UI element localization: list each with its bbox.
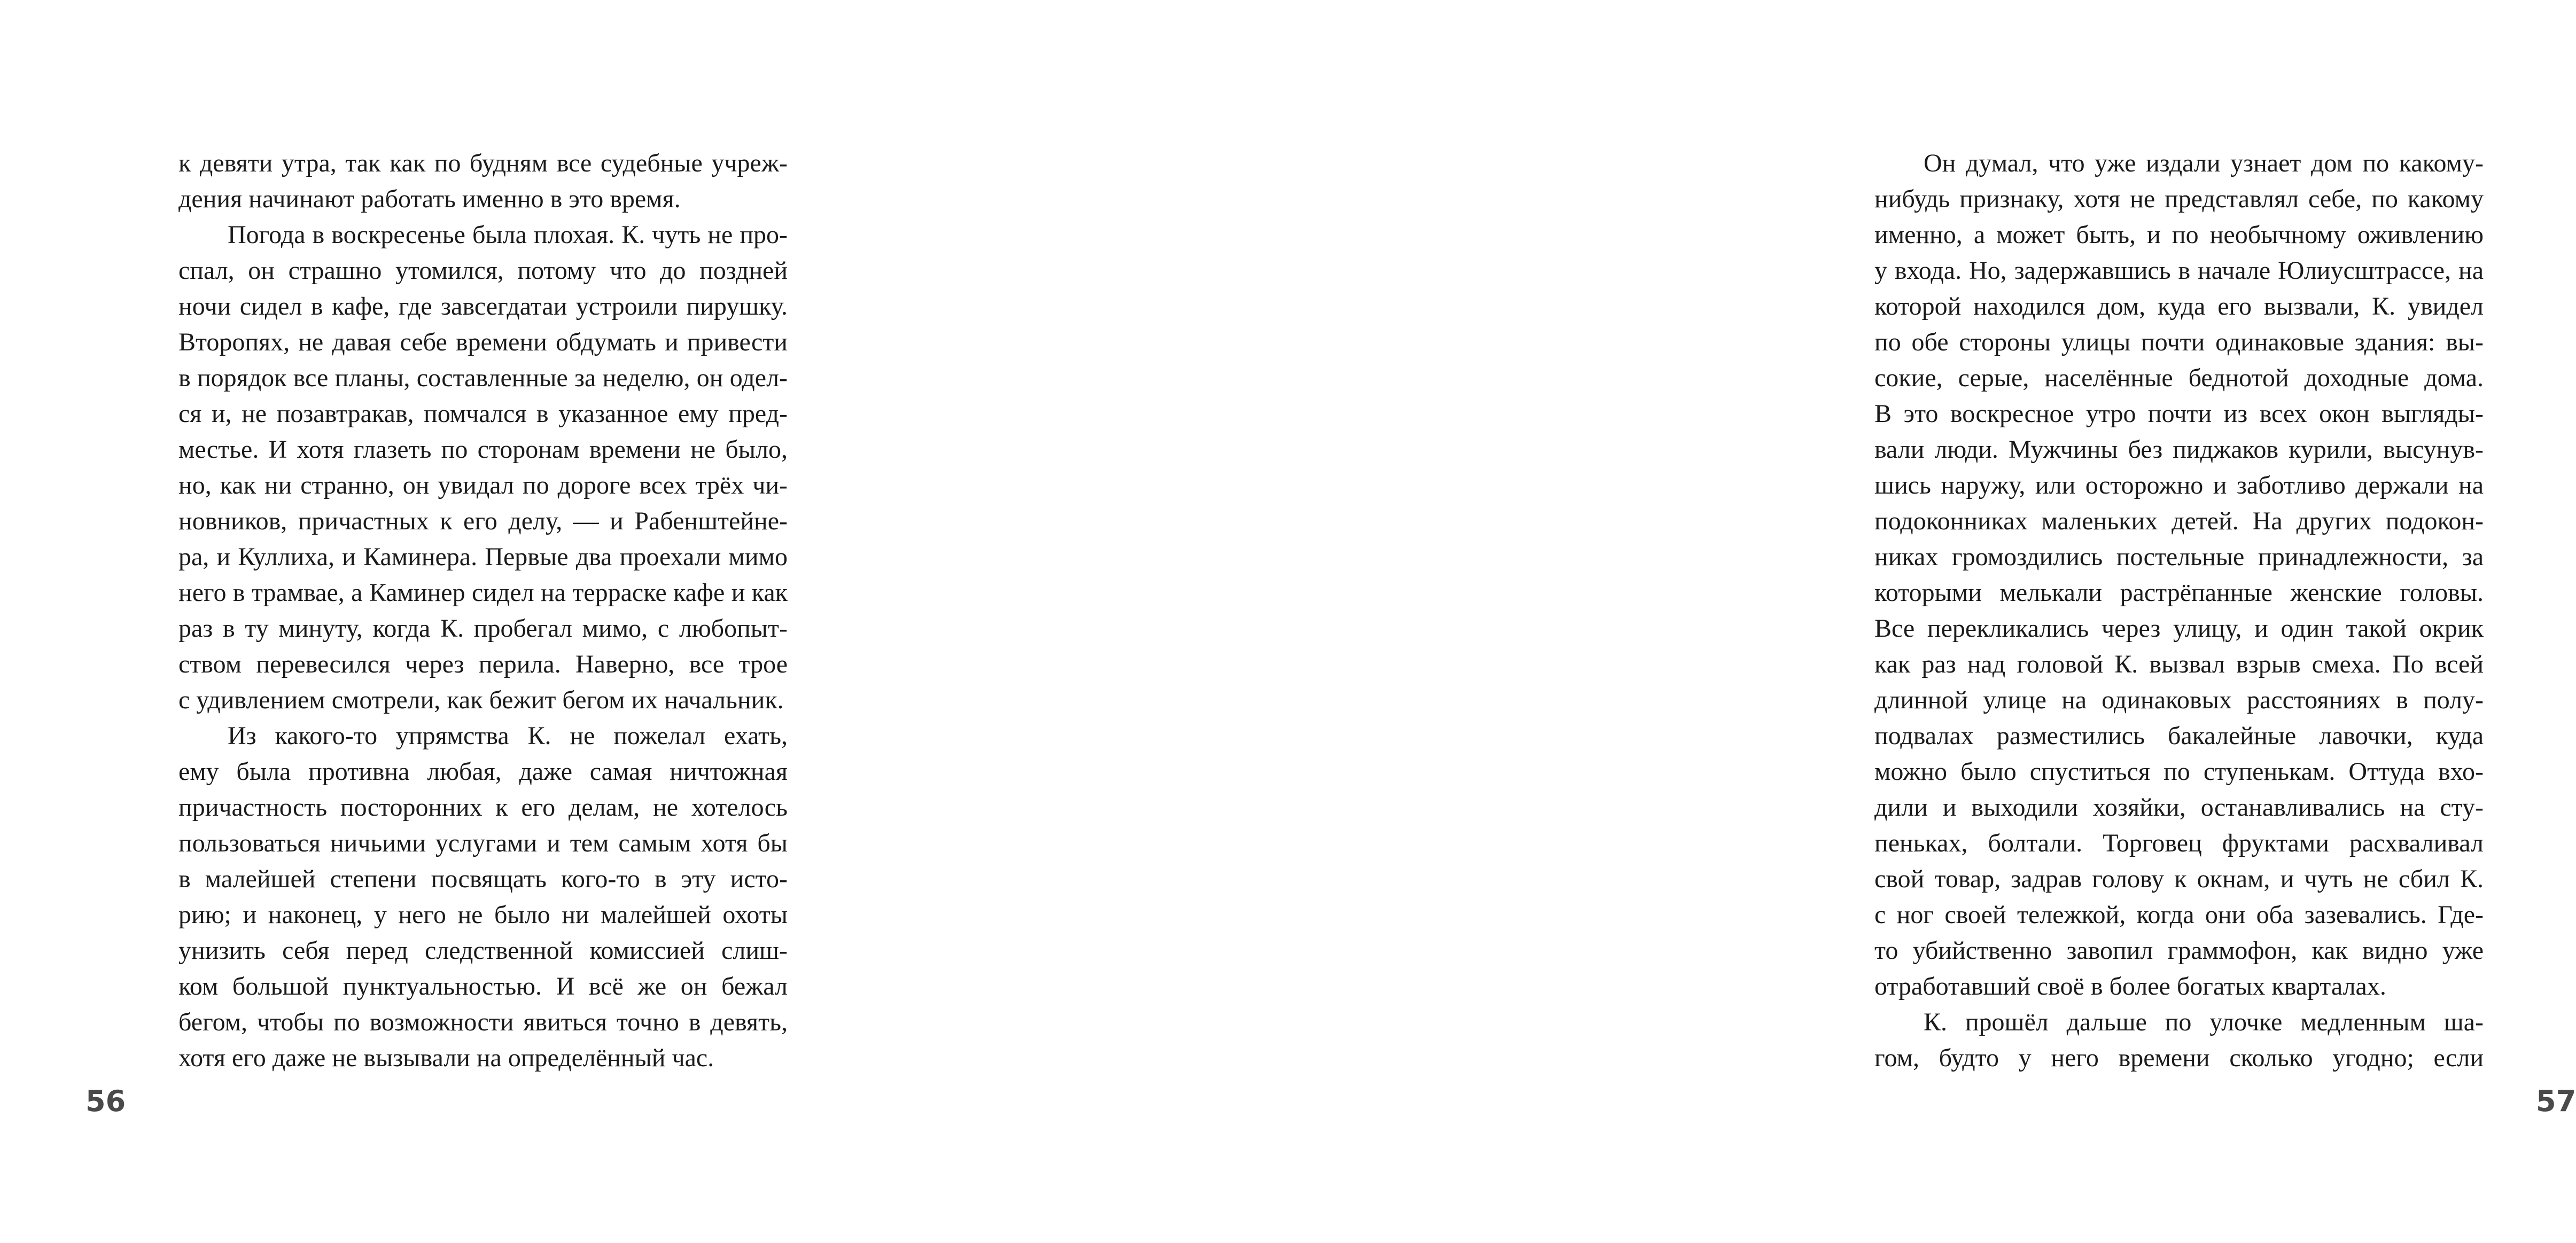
text-line: в малейшей степени посвящать кого-то в эту исто- — [178, 865, 788, 893]
text-line: длинной улице на одинаковых расстояниях в полу- — [1874, 686, 2484, 714]
text-line: новников, причастных к его делу, — и Рабенштейне- — [178, 507, 788, 535]
text-line: Погода в воскресенье была плохая. К. чуть не про- — [228, 221, 788, 249]
text-line: Второпях, не давая себе времени обдумать и привести — [178, 328, 788, 356]
text-line: ему была противна любая, даже самая ничтожная — [178, 757, 788, 786]
right-page — [884, 0, 2576, 1243]
text-line: К. прошёл дальше по улочке медленным ша- — [1924, 1008, 2484, 1036]
text-line: Все перекликались через улицу, и один такой окрик — [1874, 614, 2484, 643]
text-line: по обе стороны улицы почти одинаковые здания: вы- — [1874, 328, 2484, 356]
right-page-text — [1874, 145, 2484, 1076]
text-line: ся и, не позавтракав, помчался в указанное ему пред- — [178, 400, 788, 428]
text-line: к девяти утра, так как по будням все судебные учреж- — [178, 149, 788, 177]
left-page — [0, 0, 884, 1243]
text-line: нибудь признаку, хотя не представлял себе, по какому — [1874, 185, 2484, 213]
text-line: рию; и наконец, у него не было ни малейшей охоты — [178, 901, 788, 929]
text-line: вали люди. Мужчины без пиджаков курили, высунув- — [1874, 435, 2484, 464]
text-line: сокие, серые, населённые беднотой доходные дома. — [1874, 364, 2484, 392]
text-line: как раз над головой К. вызвал взрыв смеха. По всей — [1874, 650, 2484, 678]
text-line: никах громоздились постельные принадлежности, за — [1874, 543, 2484, 571]
text-line: Он думал, что уже издали узнает дом по какому- — [1924, 149, 2484, 177]
text-line: именно, а может быть, и по необычному оживлению — [1874, 221, 2484, 249]
text-line: ком большой пунктуальностью. И всё же он бежал — [178, 972, 788, 1000]
text-line: шись наружу, или осторожно и заботливо держали на — [1874, 471, 2484, 499]
text-line: ством перевесился через перила. Наверно, все трое — [178, 650, 788, 678]
text-line: ночи сидел в кафе, где завсегдатаи устроили пирушку. — [178, 292, 788, 320]
text-line: В это воскресное утро почти из всех окон выгляды- — [1874, 400, 2484, 428]
text-line: с ног своей тележкой, когда они оба зазевались. Где- — [1874, 901, 2484, 929]
text-line: которой находился дом, куда его вызвали, К. увидел — [1874, 292, 2484, 320]
text-line: дили и выходили хозяйки, останавливались на сту- — [1874, 793, 2484, 822]
text-line: раз в ту минуту, когда К. пробегал мимо, с любопыт- — [178, 614, 788, 643]
text-line: причастность посторонних к его делам, не хотелось — [178, 793, 788, 822]
page-number-right: 57 — [2536, 1084, 2576, 1118]
text-line: можно было спуститься по ступенькам. Оттуда вхо- — [1874, 757, 2484, 786]
text-line: унизить себя перед следственной комиссией слиш- — [178, 936, 788, 965]
text-line: местье. И хотя глазеть по сторонам времени не было, — [178, 435, 788, 464]
text-line: с удивлением смотрели, как бежит бегом их начальник. — [178, 686, 784, 714]
text-line: у входа. Но, задержавшись в начале Юлиусштрассе, на — [1874, 256, 2484, 285]
text-line: спал, он страшно утомился, потому что до поздней — [178, 256, 788, 285]
text-line: в порядок все планы, составленные за неделю, он одел- — [178, 364, 788, 392]
page-number-left: 56 — [85, 1084, 126, 1118]
text-line: пеньках, болтали. Торговец фруктами расхваливал — [1874, 829, 2484, 857]
text-line: гом, будто у него времени сколько угодно; если — [1874, 1044, 2484, 1072]
text-line: хотя его даже не вызывали на определённый час. — [178, 1044, 714, 1072]
text-line: подвалах разместились бакалейные лавочки, куда — [1874, 722, 2484, 750]
text-line: дения начинают работать именно в это время. — [178, 185, 681, 213]
text-line: отработавший своё в более богатых кварталах. — [1874, 972, 2386, 1000]
text-line: то убийственно завопил граммофон, как видно уже — [1874, 936, 2484, 965]
text-line: бегом, чтобы по возможности явиться точно в девять, — [178, 1008, 788, 1036]
text-line: ра, и Куллиха, и Каминера. Первые два проехали мимо — [178, 543, 788, 571]
text-line: пользоваться ничьими услугами и тем самым хотя бы — [178, 829, 788, 857]
text-line: которыми мелькали растрёпанные женские головы. — [1874, 578, 2484, 607]
text-line: подоконниках маленьких детей. На других подокон- — [1874, 507, 2484, 535]
text-line: него в трамвае, а Каминер сидел на терраске кафе и как — [178, 578, 788, 607]
text-line: свой товар, задрав голову к окнам, и чуть не сбил К. — [1874, 865, 2484, 893]
left-page-text — [178, 145, 788, 1076]
text-line: но, как ни странно, он увидал по дороге всех трёх чи- — [178, 471, 788, 499]
text-line: Из какого-то упрямства К. не пожелал ехать, — [228, 722, 788, 750]
